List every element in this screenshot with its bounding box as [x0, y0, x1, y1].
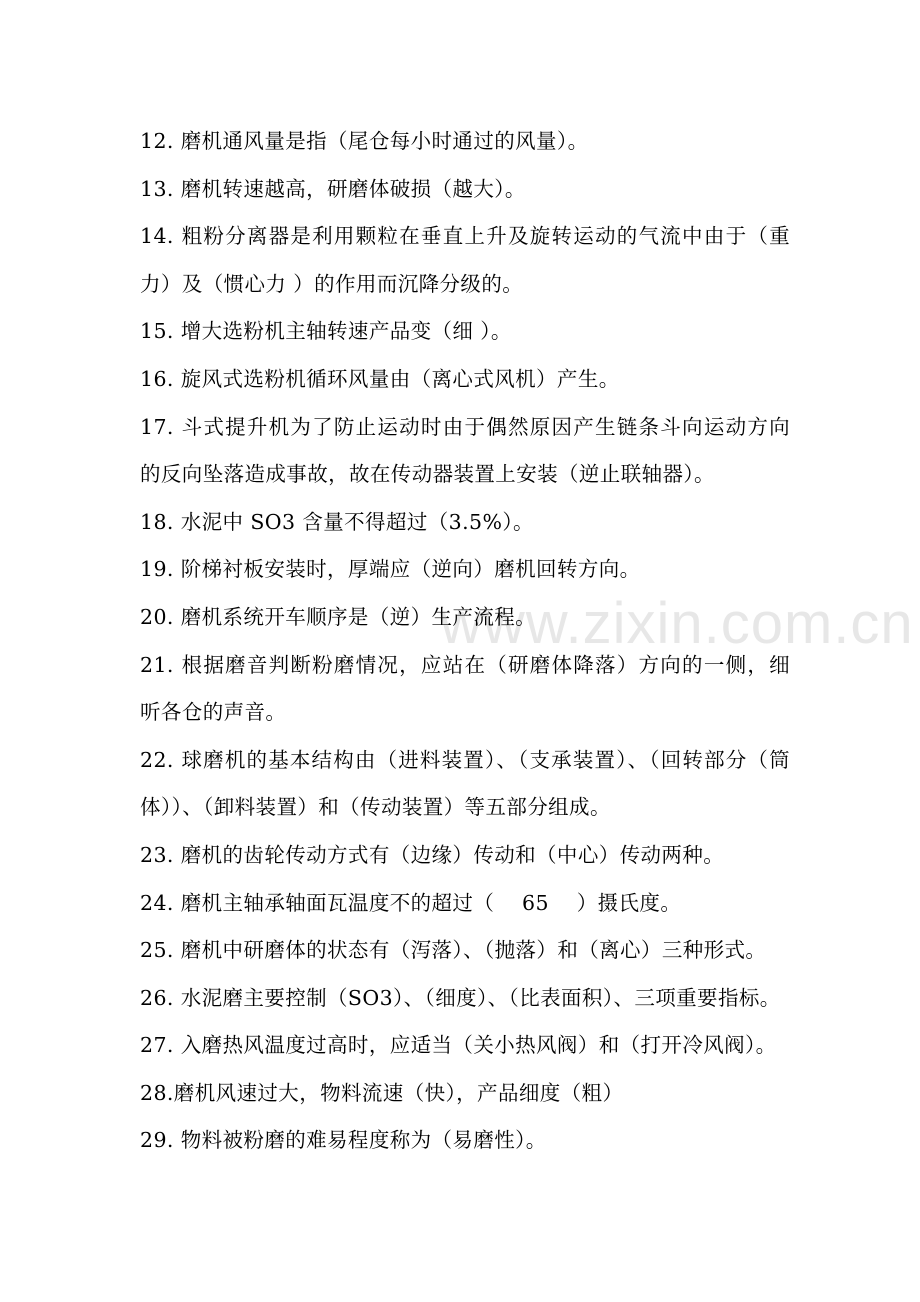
line-21a: 21. 根据磨音判断粉磨情况，应站在（研磨体降落）方向的一侧，细	[140, 652, 790, 677]
question-list	[140, 118, 790, 1165]
line-18: 18. 水泥中 SO3 含量不得超过（3.5%）。	[140, 509, 534, 534]
line-17b: 的反向坠落造成事故，故在传动器装置上安装（逆止联轴器）。	[140, 462, 715, 487]
line-15: 15. 增大选粉机主轴转速产品变（细 ）。	[140, 319, 512, 344]
line-13: 13. 磨机转速越高，研磨体破损（越大）。	[140, 176, 526, 201]
line-21b: 听各仓的声音。	[140, 700, 287, 725]
line-24: 24. 磨机主轴承轴面瓦温度不的超过（ 65 ）摄氏度。	[140, 890, 682, 915]
line-22b: 体））、（卸料装置）和（传动装置）等五部分组成。	[140, 795, 611, 820]
line-23: 23. 磨机的齿轮传动方式有（边缘）传动和（中心）传动两种。	[140, 842, 725, 867]
line-12: 12. 磨机通风量是指（尾仓每小时通过的风量）。	[140, 129, 589, 153]
line-14a: 14. 粗粉分离器是利用颗粒在垂直上升及旋转运动的气流中由于（重	[140, 224, 790, 249]
line-27: 27. 入磨热风温度过高时，应适当（关小热风阀）和（打开冷风阀）。	[140, 1033, 777, 1058]
line-19: 19. 阶梯衬板安装时，厚端应（逆向）磨机回转方向。	[140, 557, 641, 582]
watermark: www.zixin.com.cn	[440, 591, 914, 656]
line-22a: 22. 球磨机的基本结构由（进料装置）、（支承装置）、（回转部分（筒	[140, 747, 790, 772]
line-14b: 力）及（惯心力 ）的作用而沉降分级的。	[140, 271, 524, 296]
line-29: 29. 物料被粉磨的难易程度称为（易磨性）。	[140, 1128, 547, 1153]
line-17a: 17. 斗式提升机为了防止运动时由于偶然原因产生链条斗向运动方向	[140, 414, 790, 439]
line-26: 26. 水泥磨主要控制（SO3）、（细度）、（比表面积）、三项重要指标。	[140, 985, 781, 1010]
line-20: 20. 磨机系统开车顺序是（逆）生产流程。	[140, 604, 537, 629]
line-28: 28.磨机风速过大，物料流速（快），产品细度（粗）	[140, 1080, 624, 1105]
line-25: 25. 磨机中研磨体的状态有（泻落）、（抛落）和（离心）三种形式。	[140, 938, 767, 963]
line-16: 16. 旋风式选粉机循环风量由（离心式风机）产生。	[140, 366, 620, 391]
